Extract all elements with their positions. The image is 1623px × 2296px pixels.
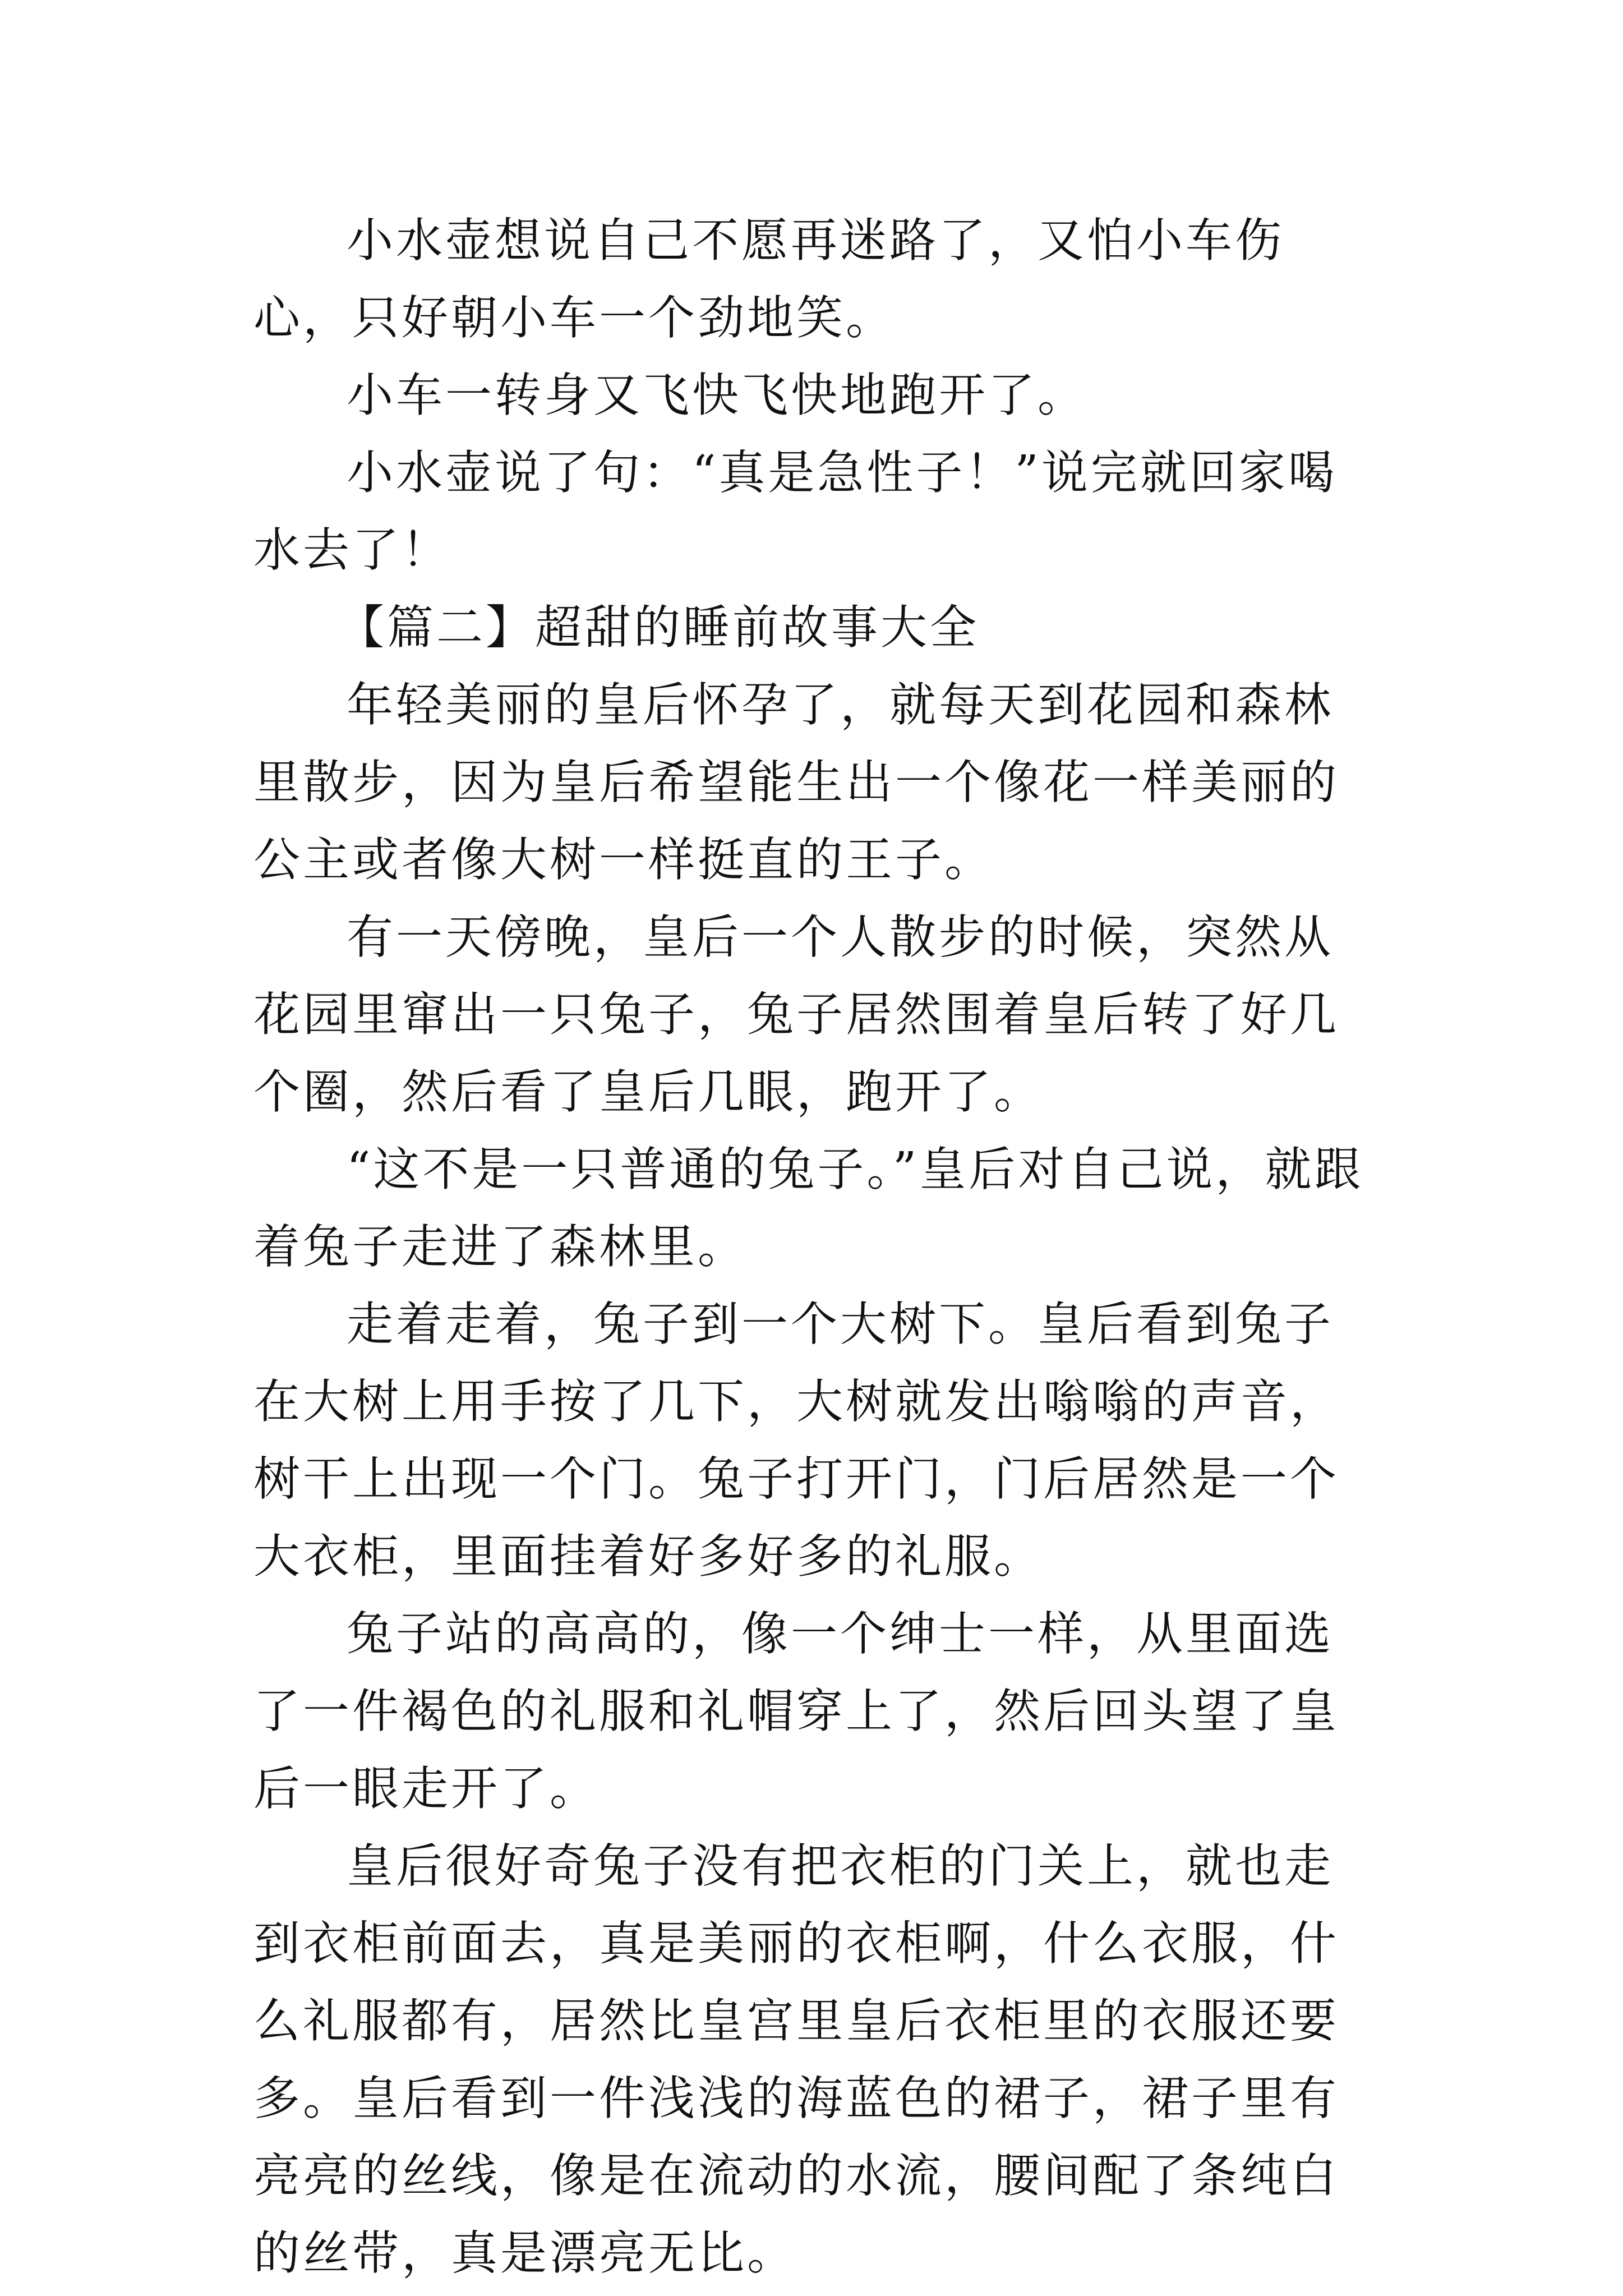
paragraph-6: 有一天傍晚，皇后一个人散步的时候，突然从花园里窜出一只兔子，兔子居然围着皇后转了好几个圈，然后看了皇后几眼，跑开了。 [253,910,1339,1119]
paragraph-8: 走着走着，兔子到一个大树下。皇后看到兔子在大树上用手按了几下，大树就发出嗡嗡的声音，树干上出现一个门。兔子打开门，门后居然是一个大衣柜，里面挂着好多好多的礼服。 [253,1297,1339,1584]
paragraph-1: 小水壶想说自己不愿再迷路了，又怕小车伤心，只好朝小车一个劲地笑。 [253,213,1284,345]
document-body [253,202,1381,2292]
paragraph-3: 小水壶说了句：“真是急性子！”说完就回家喝水去了！ [253,445,1338,577]
paragraph-7: “这不是一只普通的兔子。”皇后对自己说，就跟着兔子走进了森林里。 [253,1142,1364,1274]
section-heading: 【篇二】超甜的睡前故事大全 [338,600,979,655]
paragraph-10: 皇后很好奇兔子没有把衣柜的门关上，就也走到衣柜前面去，真是美丽的衣柜啊，什么衣服，什么礼服都有，居然比皇宫里皇后衣柜里的衣服还要多。皇后看到一件浅浅的海蓝色的裙子，裙子里有亮亮的丝线，像是在流动的水流，腰间配了条纯白的丝带，真是漂亮无比。 [253,1839,1339,2280]
paragraph-2: 小车一转身又飞快飞快地跑开了。 [347,368,1087,422]
paragraph-5: 年轻美丽的皇后怀孕了，就每天到花园和森林里散步，因为皇后希望能生出一个像花一样美丽的公主或者像大树一样挺直的王子。 [253,678,1339,887]
paragraph-9: 兔子站的高高的，像一个绅士一样，从里面选了一件褐色的礼服和礼帽穿上了，然后回头望了皇后一眼走开了。 [253,1607,1339,1816]
